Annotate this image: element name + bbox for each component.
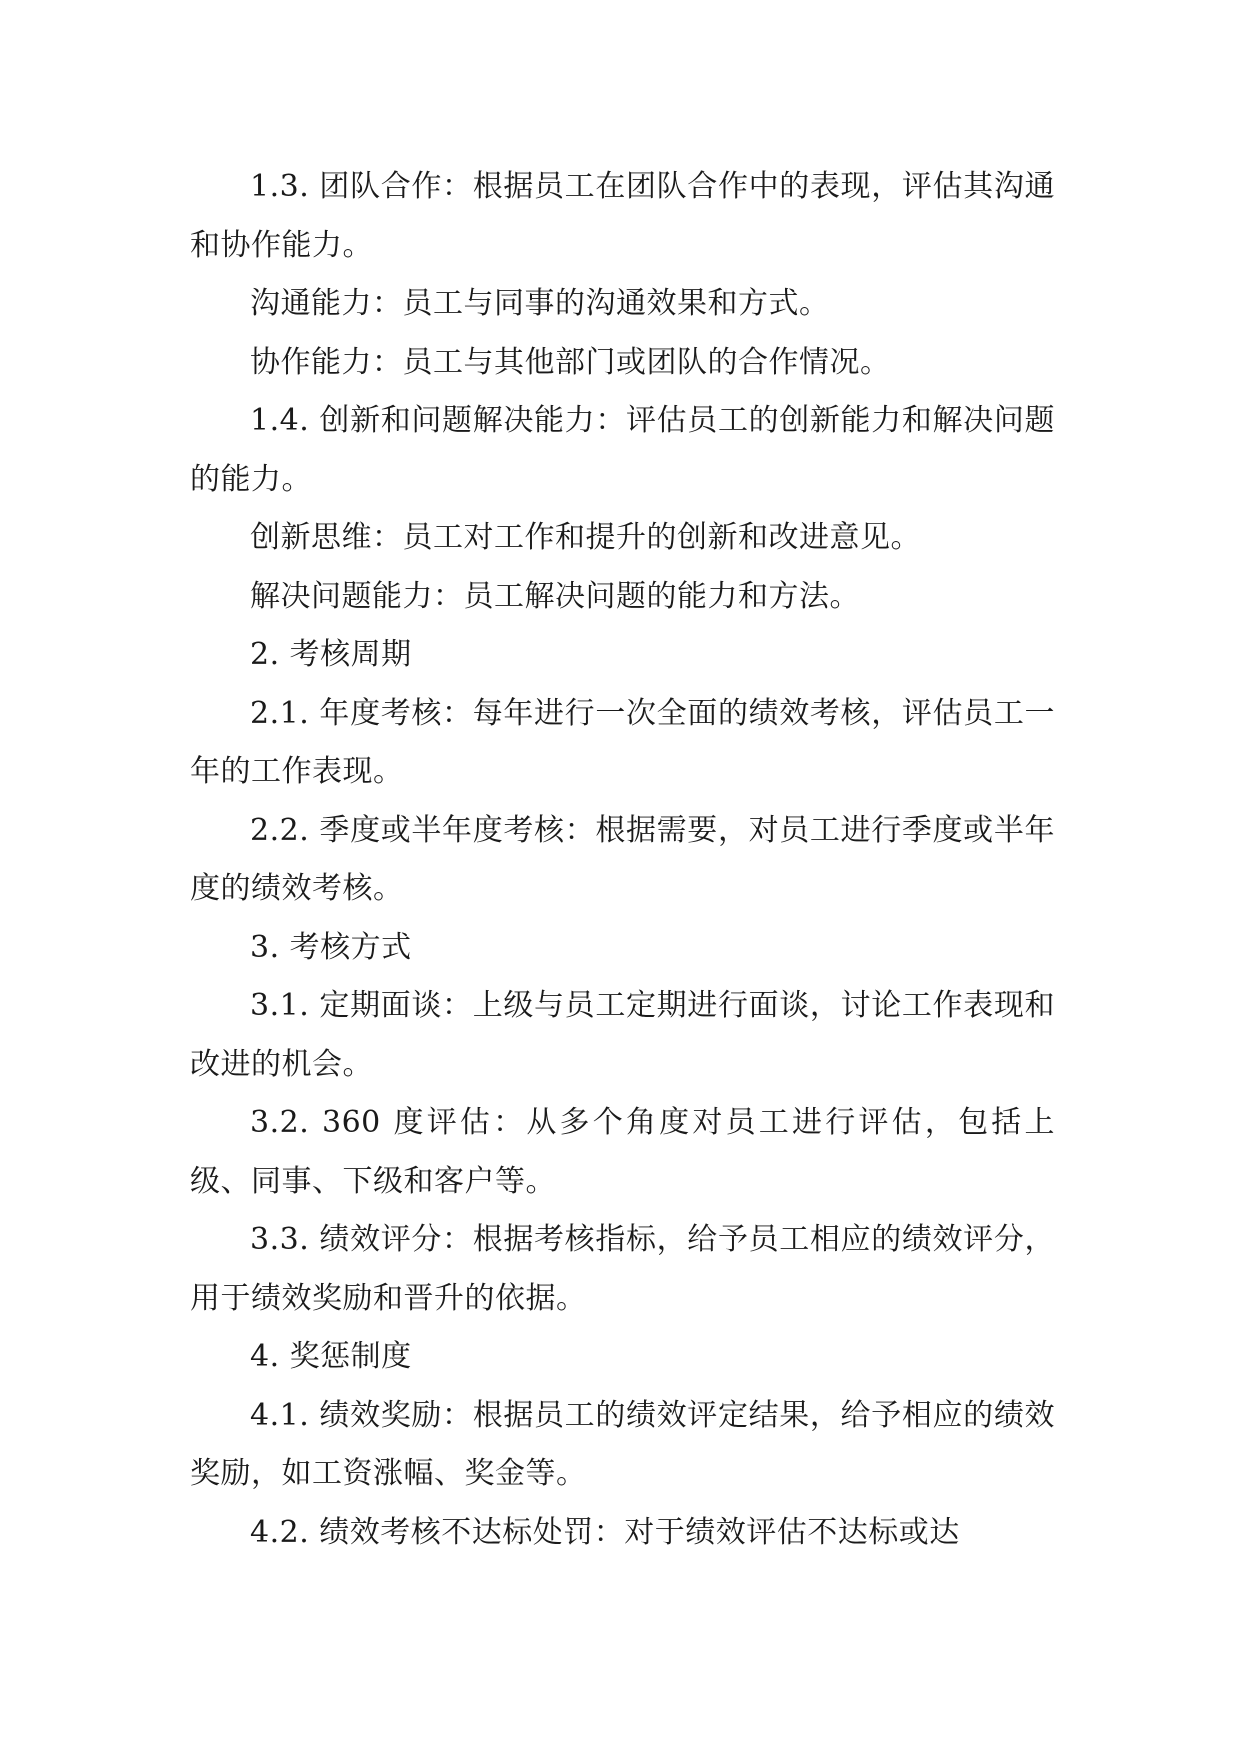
paragraph-quarterly-assessment: 2.2. 季度或半年度考核：根据需要，对员工进行季度或半年度的绩效考核。 bbox=[190, 812, 1055, 906]
heading-assessment-method: 3. 考核方式 bbox=[250, 929, 412, 965]
paragraph-underperformance-penalty: 4.2. 绩效考核不达标处罚：对于绩效评估不达标或达 bbox=[250, 1514, 960, 1550]
paragraph-collaboration-ability: 协作能力：员工与其他部门或团队的合作情况。 bbox=[250, 344, 891, 380]
paragraph-communication-ability: 沟通能力：员工与同事的沟通效果和方式。 bbox=[250, 286, 830, 321]
heading-assessment-cycle: 2. 考核周期 bbox=[250, 637, 412, 672]
paragraph-regular-interview: 3.1. 定期面谈：上级与员工定期进行面谈，讨论工作表现和改进的机会。 bbox=[190, 988, 1055, 1082]
document-body bbox=[190, 158, 1055, 1562]
paragraph-performance-reward: 4.1. 绩效奖励：根据员工的绩效评定结果，给予相应的绩效奖励，如工资涨幅、奖金等。 bbox=[190, 1397, 1055, 1491]
paragraph-performance-score: 3.3. 绩效评分：根据考核指标，给予员工相应的绩效评分，用于绩效奖励和晋升的依据。 bbox=[190, 1222, 1055, 1316]
paragraph-innovative-thinking: 创新思维：员工对工作和提升的创新和改进意见。 bbox=[250, 520, 921, 555]
paragraph-annual-assessment: 2.1. 年度考核：每年进行一次全面的绩效考核，评估员工一年的工作表现。 bbox=[190, 695, 1055, 789]
paragraph-innovation-problem-solving: 1.4. 创新和问题解决能力：评估员工的创新能力和解决问题的能力。 bbox=[190, 403, 1055, 497]
paragraph-problem-solving-ability: 解决问题能力：员工解决问题的能力和方法。 bbox=[250, 578, 860, 614]
paragraph-team-cooperation: 1.3. 团队合作：根据员工在团队合作中的表现，评估其沟通和协作能力。 bbox=[190, 169, 1055, 263]
heading-reward-punishment: 4. 奖惩制度 bbox=[250, 1339, 412, 1374]
paragraph-360-evaluation: 3.2. 360 度评估：从多个角度对员工进行评估，包括上级、同事、下级和客户等。 bbox=[190, 1105, 1055, 1199]
